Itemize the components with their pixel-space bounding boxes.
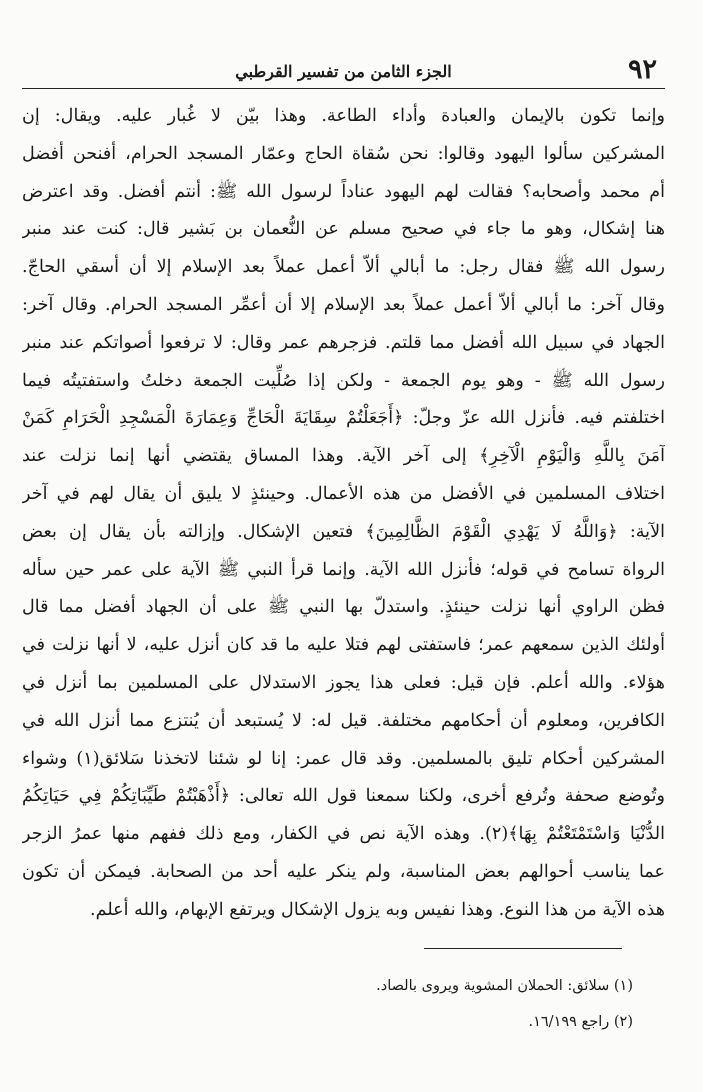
text-line: وقال آخر: ما أبالي ألاّ أعمل عملاً بعد الإسلام إلا أن أعمِّر المسجد الحرام. وقال آخر: [22,294,665,315]
text-line: المشركين أحكام تليق بالمسلمين. وقد قال عمر: إنا لو شئنا لاتخذنا سَلائق(١) وشواء [22,748,665,769]
text-line: رسول الله ﷺ - وهو يوم الجمعة - ولكن إذا صُلِّيت الجمعة دخلتُ واستفتيتُه فيما [22,370,665,391]
footnote: (٢) راجع ١٦/١٩٩. [528,1014,633,1030]
text-line: وتُوضع صحفة وتُرفع أخرى، ولكنا سمعنا قول الله تعالى: ﴿أَذْهَبْتُمْ طَيِّبَاتِكُمْ فِي حَيَاتِكُمُ [22,786,665,807]
text-line: أم محمد وأصحابه؟ فقالت لهم اليهود عناداً لرسول الله ﷺ: أنتم أفضل. وقد اعترض [22,181,665,202]
text-line: الدُّنْيَا وَاسْتَمْتَعْتُمْ بِهَا﴾(٢). وهذه الآية نص في الكفار، ومع ذلك ففهم منها عمرُ الزجر [22,824,665,845]
text-line: عما يناسب أحوالهم بعض المناسبة، ولم ينكر عليه أحد من الصحابة. فيمكن أن تكون [22,861,665,882]
footnote-separator [424,948,622,949]
page-number: ٩٢ [627,54,657,85]
text-line: الرواة تسامح في قوله؛ فأنزل الله الآية. وإنما قرأ النبي ﷺ الآية على عمر حين سأله [22,559,665,580]
text-line: آمَنَ بِاللَّهِ وَالْيَوْمِ الْآخِرِ﴾ إلى آخر الآية. وهذا المساق يقتضي أنها إنما نزلت عند [22,446,665,467]
footnote: (١) سلائق: الحملان المشوية ويروى بالصاد. [376,978,633,994]
text-line: الجهاد في سبيل الله أفضل مما قلتم. فزجرهم عمر وقال: لا ترفعوا أصواتكم عند منبر [22,332,665,353]
running-header [22,52,665,89]
text-line: وإنما تكون بالإيمان والعبادة وأداء الطاعة. وهذا بيّن لا غُبار عليه. ويقال: إن [22,106,665,126]
text-line: اختلفتم فيه. فأنزل الله عزّ وجلّ: ﴿أَجَعَلْتُمْ سِقَايَةَ الْحَاجِّ وَعِمَارَةَ الْمَسْجِدِ الْحَرَامِ كَمَنْ [22,408,665,429]
text-line: هؤلاء. والله أعلم. فإن قيل: فعلى هذا يجوز الاستدلال على المسلمين بما أنزل في [22,672,665,693]
text-line: الكافرين، ومعلوم أن أحكامهم مختلفة. قيل له: لا يُستبعد أن يُنتزع مما أنزل الله في [22,710,665,731]
text-line: أولئك الذين سمعهم عمر؛ فاستفتى لهم فتلا عليه ما قد كان أنزل عليه، لا أنها نزلت في [22,635,665,656]
text-line: الآية: ﴿وَاللَّهُ لَا يَهْدِي الْقَوْمَ الظَّالِمِينَ﴾ فتعين الإشكال. وإزالته بأن يقال إن بعض [22,521,665,542]
text-line: اختلاف المسلمين في الأفضل من هذه الأعمال. وحينئذٍ لا يليق أن يقال لهم في آخر [22,483,665,504]
body-text [22,98,665,930]
running-title: الجزء الثامن من تفسير القرطبي [235,62,452,81]
text-line: هنا إشكال، وهو ما جاء في صحيح مسلم عن النُّعمان بن بَشير قال: كنت عند منبر [22,219,665,240]
text-line: فظن الراوي أنها نزلت حينئذٍ. واستدلّ بها النبي ﷺ على أن الجهاد أفضل مما قال [22,597,665,618]
text-line: رسول الله ﷺ فقال رجل: ما أبالي ألاّ أعمل عملاً بعد الإسلام إلا أن أسقي الحاجّ. [22,257,665,278]
text-line: هذه الآية من هذا النوع. وهذا نفيس وبه يزول الإشكال ويرتفع الإبهام، والله أعلم. [90,899,665,920]
text-line: المشركين سألوا اليهود وقالوا: نحن سُقاة الحاج وعمّار المسجد الحرام، أفنحن أفضل [22,143,665,164]
footnotes [73,968,633,1040]
